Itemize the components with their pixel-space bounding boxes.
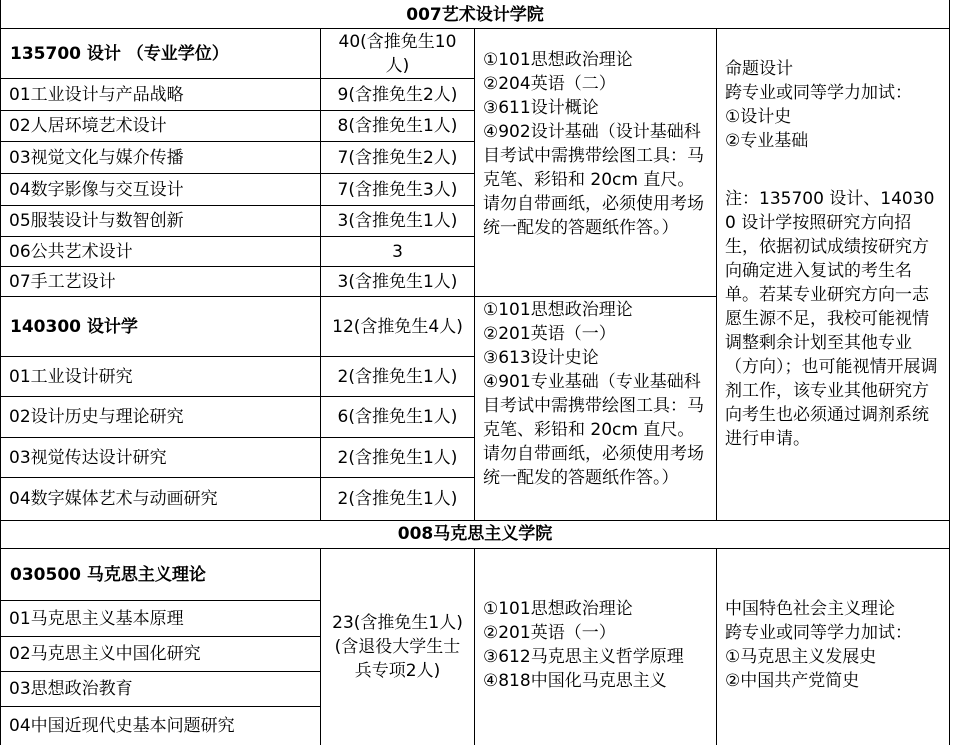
direction-quota: 3(含推免生1人) bbox=[337, 271, 458, 292]
direction-quota: 3(含推免生1人) bbox=[337, 211, 458, 231]
direction-quota: 6(含推免生1人) bbox=[337, 407, 458, 427]
direction-quota: 7(含推免生2人) bbox=[337, 147, 458, 168]
exam-subjects bbox=[475, 48, 716, 296]
direction-quota: 8(含推免生1人) bbox=[337, 116, 458, 136]
note-line: ①设计史 bbox=[725, 107, 792, 127]
direction-name: 04数字影像与交互设计 bbox=[9, 179, 184, 200]
major-quota: 23(含推免生1人)(含退役大学生士兵专项2人) bbox=[332, 613, 463, 681]
subject-item: ①101思想政治理论 bbox=[483, 300, 633, 320]
direction-quota: 9(含推免生2人) bbox=[337, 84, 458, 105]
direction-name: 02设计历史与理论研究 bbox=[9, 407, 184, 427]
direction-name: 03思想政治教育 bbox=[9, 679, 133, 699]
direction-name: 02人居环境艺术设计 bbox=[9, 116, 167, 136]
direction-name: 01马克思主义基本原理 bbox=[9, 608, 184, 629]
direction-name: 03视觉传达设计研究 bbox=[9, 447, 167, 468]
subject-item: ③613设计史论 bbox=[483, 348, 599, 368]
section-title: 007艺术设计学院 bbox=[406, 5, 544, 25]
direction-quota: 2(含推免生1人) bbox=[337, 489, 458, 509]
subject-item: ④902设计基础（设计基础科目考试中需携带绘图工具：马克笔、彩铅和 20cm 直尺。请勿自带画纸，必须使用考场统一配发的答题纸作答。） bbox=[483, 122, 704, 238]
note-line: ②专业基础 bbox=[725, 131, 809, 151]
notes bbox=[717, 57, 949, 497]
direction-name: 04数字媒体艺术与动画研究 bbox=[9, 489, 218, 509]
note-line: 跨专业或同等学力加试： bbox=[725, 83, 912, 103]
major-quota: 40(含推免生10人) bbox=[338, 31, 457, 76]
subject-item: ②204英语（二） bbox=[483, 74, 616, 94]
subject-item: ①101思想政治理论 bbox=[483, 50, 633, 70]
note-line: 跨专业或同等学力加试： bbox=[725, 623, 912, 643]
section-title: 008马克思主义学院 bbox=[397, 524, 553, 544]
notes bbox=[717, 597, 949, 717]
direction-name: 06公共艺术设计 bbox=[9, 241, 133, 262]
direction-quota: 2(含推免生1人) bbox=[337, 447, 458, 468]
major-title: 030500 马克思主义理论 bbox=[10, 564, 206, 585]
exam-subjects bbox=[475, 597, 716, 717]
subject-item: ④818中国化马克思主义 bbox=[483, 671, 667, 691]
subject-item: ③612马克思主义哲学原理 bbox=[483, 647, 684, 667]
major-quota: 12(含推免生4人) bbox=[332, 316, 463, 337]
direction-name: 01工业设计研究 bbox=[9, 366, 133, 387]
note-line bbox=[725, 153, 943, 187]
direction-name: 02马克思主义中国化研究 bbox=[9, 644, 201, 664]
subject-item: ②201英语（一） bbox=[483, 324, 616, 344]
subject-item: ②201英语（一） bbox=[483, 623, 616, 643]
note-line: 命题设计 bbox=[725, 59, 793, 79]
subject-item: ①101思想政治理论 bbox=[483, 599, 633, 619]
direction-name: 07手工艺设计 bbox=[9, 271, 116, 292]
note-line: 注：135700 设计、140300 设计学按照研究方向招生，依据初试成绩按研究方向确定进入复试的考生名单。若某专业研究方向一志愿生源不足，我校可能视情调整剩余计划至其他专业（方向）；也可能视情开展调剂工作，该专业其他研究方向考生也必须通过调剂系统进行申请。 bbox=[725, 189, 938, 449]
direction-quota: 2(含推免生1人) bbox=[337, 366, 458, 387]
note-line: ①马克思主义发展史 bbox=[725, 647, 877, 667]
direction-name: 05服装设计与数智创新 bbox=[9, 211, 184, 231]
note-line: ②中国共产党简史 bbox=[725, 671, 860, 691]
direction-name: 03视觉文化与媒介传播 bbox=[9, 147, 184, 168]
direction-name: 01工业设计与产品战略 bbox=[9, 84, 184, 105]
direction-quota: 7(含推免生3人) bbox=[337, 179, 458, 200]
subject-item: ③611设计概论 bbox=[483, 98, 599, 118]
major-title: 140300 设计学 bbox=[10, 316, 138, 337]
major-title: 135700 设计 （专业学位） bbox=[10, 43, 229, 64]
direction-quota: 3 bbox=[392, 241, 403, 262]
direction-name: 04中国近现代史基本问题研究 bbox=[9, 716, 235, 736]
exam-subjects bbox=[475, 298, 716, 520]
note-line: 中国特色社会主义理论 bbox=[725, 599, 895, 619]
subject-item: ④901专业基础（专业基础科目考试中需携带绘图工具：马克笔、彩铅和 20cm 直尺。请勿自带画纸，必须使用考场统一配发的答题纸作答。） bbox=[483, 372, 704, 488]
